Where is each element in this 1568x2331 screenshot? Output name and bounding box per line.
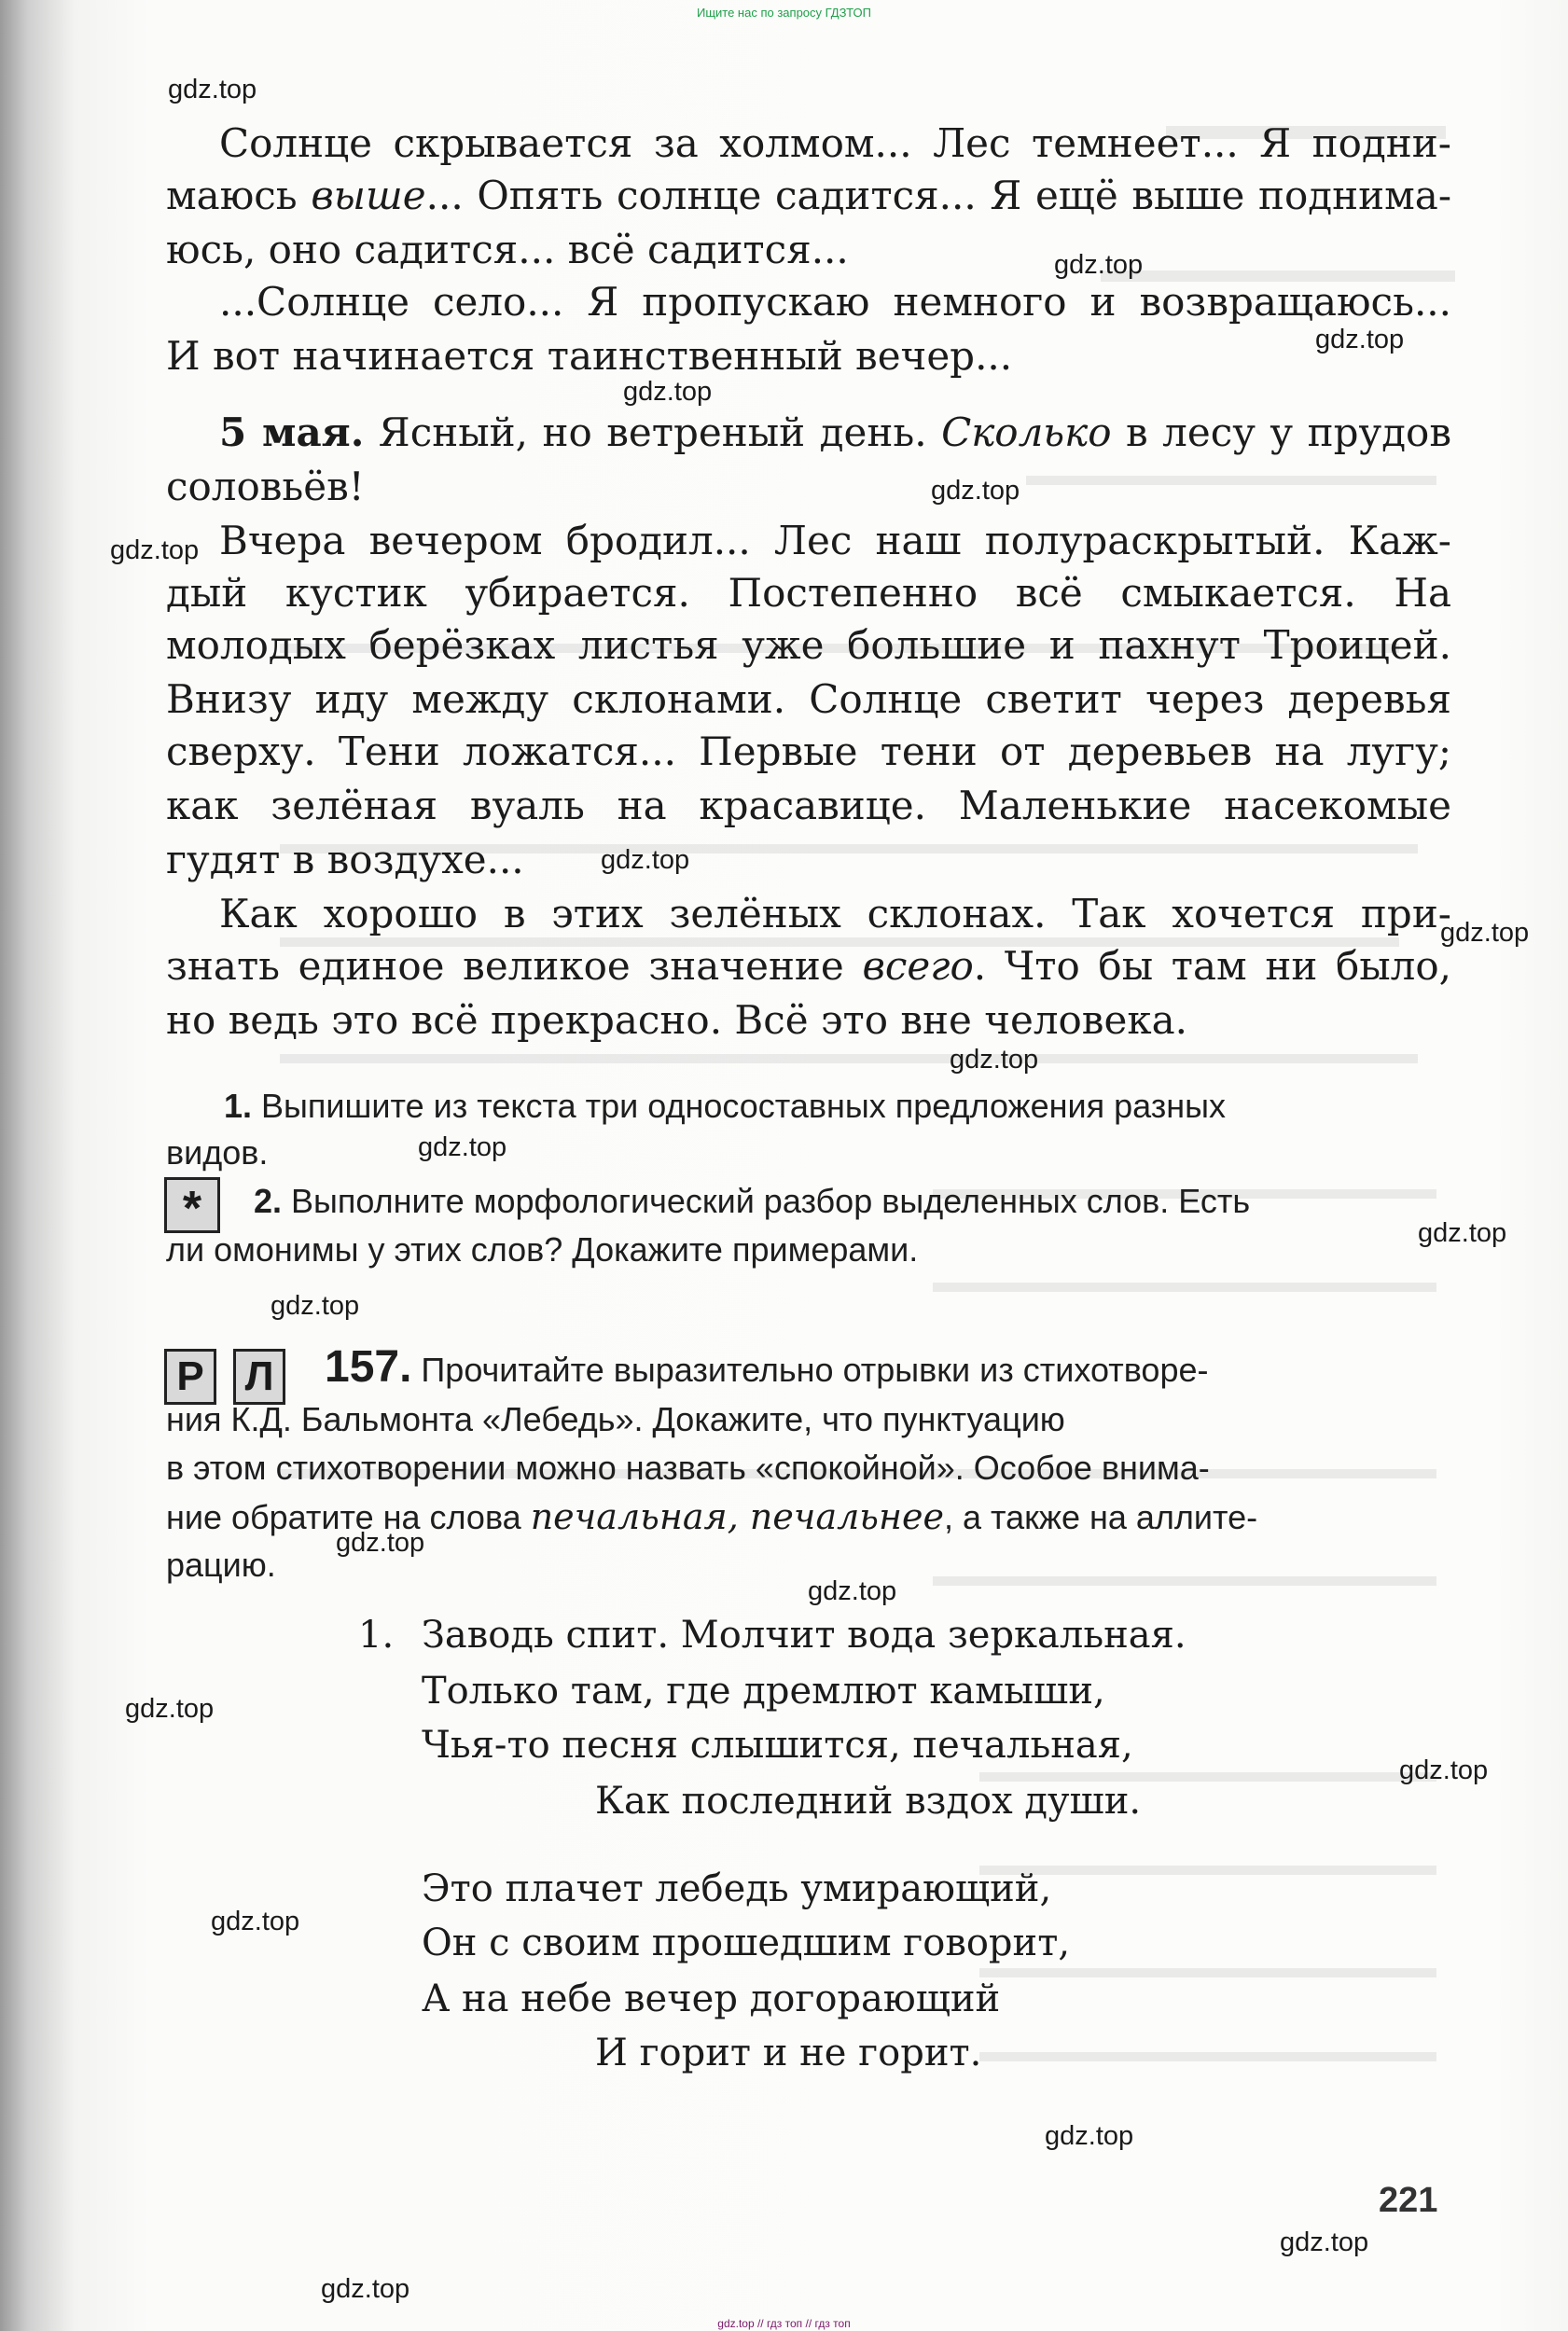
prose-line: дый кустик убирается. Постепенно всё смыкается. На (166, 570, 1451, 616)
asterisk-box: * (164, 1177, 220, 1233)
box-l: Л (233, 1349, 285, 1405)
prose-line: Солнце скрывается за холмом... Лес темнеет... Я подни- (219, 120, 1451, 166)
prose-line: соловьёв! (166, 464, 365, 509)
exercise-line: ние обратите на слова печальная, печальнее, а также на аллите- (166, 1496, 1258, 1537)
highlighted-word: всего (862, 943, 974, 989)
prose-line: знать единое великое значение всего. Что бы там ни было, (166, 943, 1452, 989)
exercise-157: 157. Прочитайте выразительно отрывки из стихотворе- (325, 1342, 1209, 1392)
prose-line: Вчера вечером бродил... Лес наш полураскрытый. Каж- (219, 518, 1451, 563)
watermark: gdz.top (808, 1576, 897, 1606)
page-number: 221 (1379, 2181, 1438, 2220)
watermark: gdz.top (1315, 325, 1405, 354)
poem-stanza-number: 1. (358, 1614, 395, 1657)
watermark: gdz.top (1440, 918, 1530, 948)
prose-line: как зелёная вуаль на красавице. Маленькие насекомые (166, 783, 1451, 828)
watermark: gdz.top (1045, 2121, 1134, 2151)
highlighted-word: Сколько (941, 409, 1112, 455)
prose-line: юсь, оно садится... всё садится... (166, 227, 849, 272)
watermark: gdz.top (1054, 250, 1144, 280)
watermark: gdz.top (623, 377, 713, 407)
poem-line: Он с своим прошедшим говорит, (422, 1922, 1071, 1964)
watermark: gdz.top (168, 75, 257, 104)
task-2-cont: ли омонимы у этих слов? Докажите примерами. (166, 1230, 919, 1269)
watermark: gdz.top (1399, 1755, 1489, 1785)
task-1-cont: видов. (166, 1133, 269, 1172)
watermark: gdz.top (601, 845, 690, 875)
poem-line: Это плачет лебедь умирающий, (422, 1867, 1052, 1910)
watermark: gdz.top (1280, 2227, 1369, 2257)
prose-line: гудят в воздухе... (166, 837, 524, 882)
task-1: 1. Выпишите из текста три односоставных предложения разных (224, 1087, 1227, 1125)
footer-note: gdz.top // гдз топ // гдз топ (717, 2317, 851, 2330)
watermark: gdz.top (110, 535, 200, 565)
prose-line: молодых берёзках листья уже большие и пахнут Троицей. (166, 622, 1451, 668)
task-2: 2. Выполните морфологический разбор выделенных слов. Есть (254, 1182, 1251, 1220)
watermark: gdz.top (950, 1045, 1039, 1075)
poem-line: Заводь спит. Молчит вода зеркальная. (422, 1614, 1186, 1657)
prose-line: Внизу иду между склонами. Солнце светит через деревья (166, 676, 1451, 722)
highlighted-word: выше (311, 173, 426, 218)
search-hint-banner: Ищите нас по запросу ГДЗТОП (696, 6, 871, 20)
exercise-line: рацию. (166, 1546, 276, 1584)
prose-line: И вот начинается таинственный вечер... (166, 333, 1013, 379)
watermark: gdz.top (336, 1528, 425, 1558)
diary-entry-heading: 5 мая. Ясный, но ветреный день. Сколько в лесу у прудов (219, 409, 1451, 455)
watermark: gdz.top (271, 1291, 360, 1321)
prose-line: маюсь выше... Опять солнце садится... Я ещё выше поднима- (166, 173, 1452, 218)
prose-line: Как хорошо в этих зелёных склонах. Так хочется при- (219, 891, 1451, 937)
watermark: gdz.top (1418, 1218, 1507, 1248)
poem-line: Только там, где дремлют камыши, (422, 1670, 1105, 1713)
poem-line: Чья-то песня слышится, печальная, (422, 1724, 1133, 1767)
exercise-line: ния К.Д. Бальмонта «Лебедь». Докажите, что пунктуацию (166, 1400, 1065, 1438)
poem-line: А на небе вечер догорающий (422, 1977, 1001, 2020)
prose-line: сверху. Тени ложатся... Первые тени от деревьев на лугу; (166, 728, 1451, 774)
watermark: gdz.top (321, 2274, 410, 2304)
prose-line: ...Солнце село... Я пропускаю немного и возвращаюсь... (219, 279, 1451, 325)
highlighted-words: печальная, печальнее (530, 1496, 944, 1537)
watermark: gdz.top (211, 1907, 300, 1936)
poem-line: И горит и не горит. (595, 2032, 982, 2074)
watermark: gdz.top (931, 476, 1020, 506)
watermark: gdz.top (125, 1694, 215, 1724)
watermark: gdz.top (418, 1132, 507, 1162)
exercise-line: в этом стихотворении можно назвать «спокойной». Особое внима- (166, 1449, 1210, 1487)
box-r: Р (164, 1349, 216, 1405)
poem-line: Как последний вздох души. (595, 1780, 1142, 1823)
prose-line: но ведь это всё прекрасно. Всё это вне человека. (166, 997, 1187, 1043)
